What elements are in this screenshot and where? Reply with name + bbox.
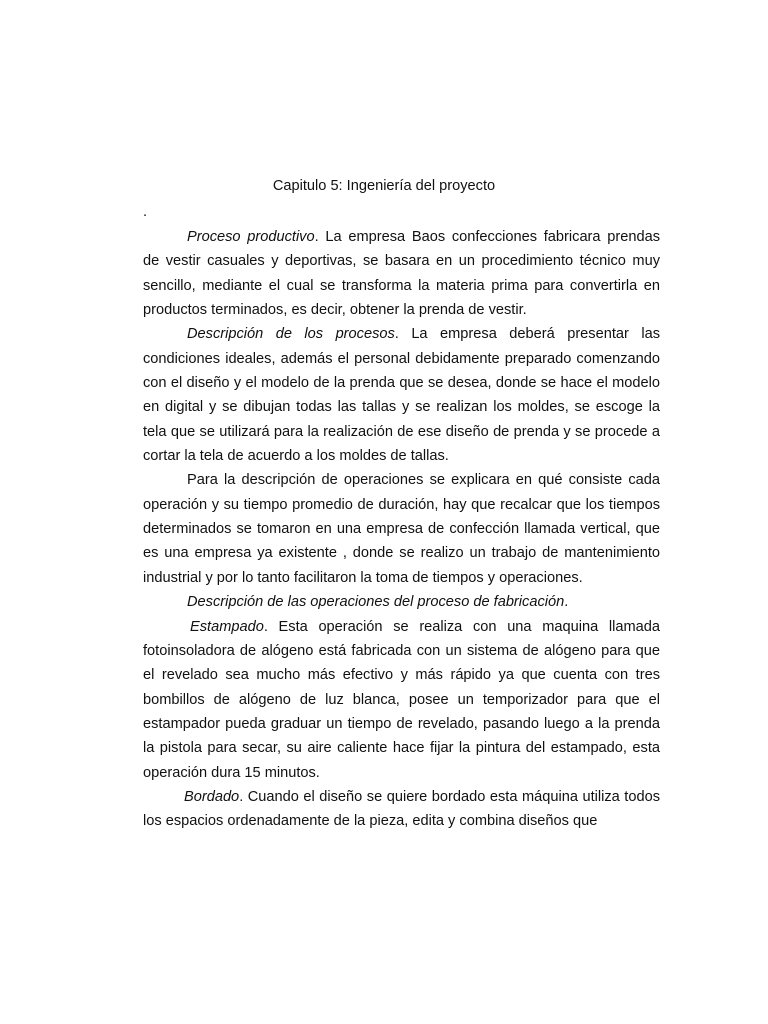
chapter-title: Capitulo 5: Ingeniería del proyecto <box>272 178 496 194</box>
paragraph-text: . Esta operación se realiza con una maquina llamada fotoinsoladora de alógeno está fabricada con un sistema de alógeno para que el revelado sea mucho más efectivo y más rápido ya que cuenta con tres bombillos de alógeno de luz blanca, posee un temporizador para que el estampador pueda graduar un tiempo de revelado, pasando luego a la prenda la pistola para secar, su aire caliente hace fijar la pintura del estampado, esta operación dura 15 minutos. <box>143 618 660 781</box>
stray-mark: . <box>143 204 148 220</box>
paragraph-text: . La empresa Baos confecciones fabricara prendas de vestir casuales y deportivas, se basara en un procedimiento técnico muy sencillo, mediante el cual se transforma la materia prima para convertirla en productos terminados, es decir, obtener la prenda de vestir. <box>143 229 660 319</box>
paragraph-lead: Proceso productivo <box>187 229 315 245</box>
paragraph-descripcion-procesos <box>143 322 660 468</box>
paragraph-estampado <box>143 615 660 785</box>
paragraph-bordado <box>143 785 660 834</box>
paragraph-lead: Descripción de las operaciones del proceso de fabricación <box>187 594 565 611</box>
paragraph-descripcion-operaciones <box>143 468 660 590</box>
section-heading-operaciones <box>143 590 660 614</box>
paragraph-text: . Cuando el diseño se quiere bordado esta máquina utiliza todos los espacios ordenadamente de la pieza, edita y combina diseños que <box>143 788 660 830</box>
paragraph-text: . <box>564 594 569 611</box>
paragraph-proceso-productivo <box>143 225 660 322</box>
paragraph-text: . La empresa deberá presentar las condiciones ideales, además el personal debidamente preparado comenzando con el diseño y el modelo de la prenda que se desea, donde se hace el modelo en digital y se dibujan todas las tallas y se realizan los moldes, se escoge la tela que se utilizará para la realización de ese diseño de prenda y se procede a cortar la tela de acuerdo a los moldes de tallas. <box>143 326 660 465</box>
paragraph-lead: Estampado <box>190 618 264 635</box>
body-text <box>143 225 660 834</box>
paragraph-lead: Bordado <box>184 788 240 805</box>
paragraph-text: Para la descripción de operaciones se explicara en qué consiste cada operación y su tiempo promedio de duración, hay que recalcar que los tiempos determinados se tomaron en una empresa de confección llamada vertical, que es una empresa ya existente , donde se realizo un trabajo de mantenimiento industrial y por lo tanto facilitaron la toma de tiempos y operaciones. <box>143 472 660 586</box>
paragraph-lead: Descripción de los procesos <box>187 326 395 343</box>
